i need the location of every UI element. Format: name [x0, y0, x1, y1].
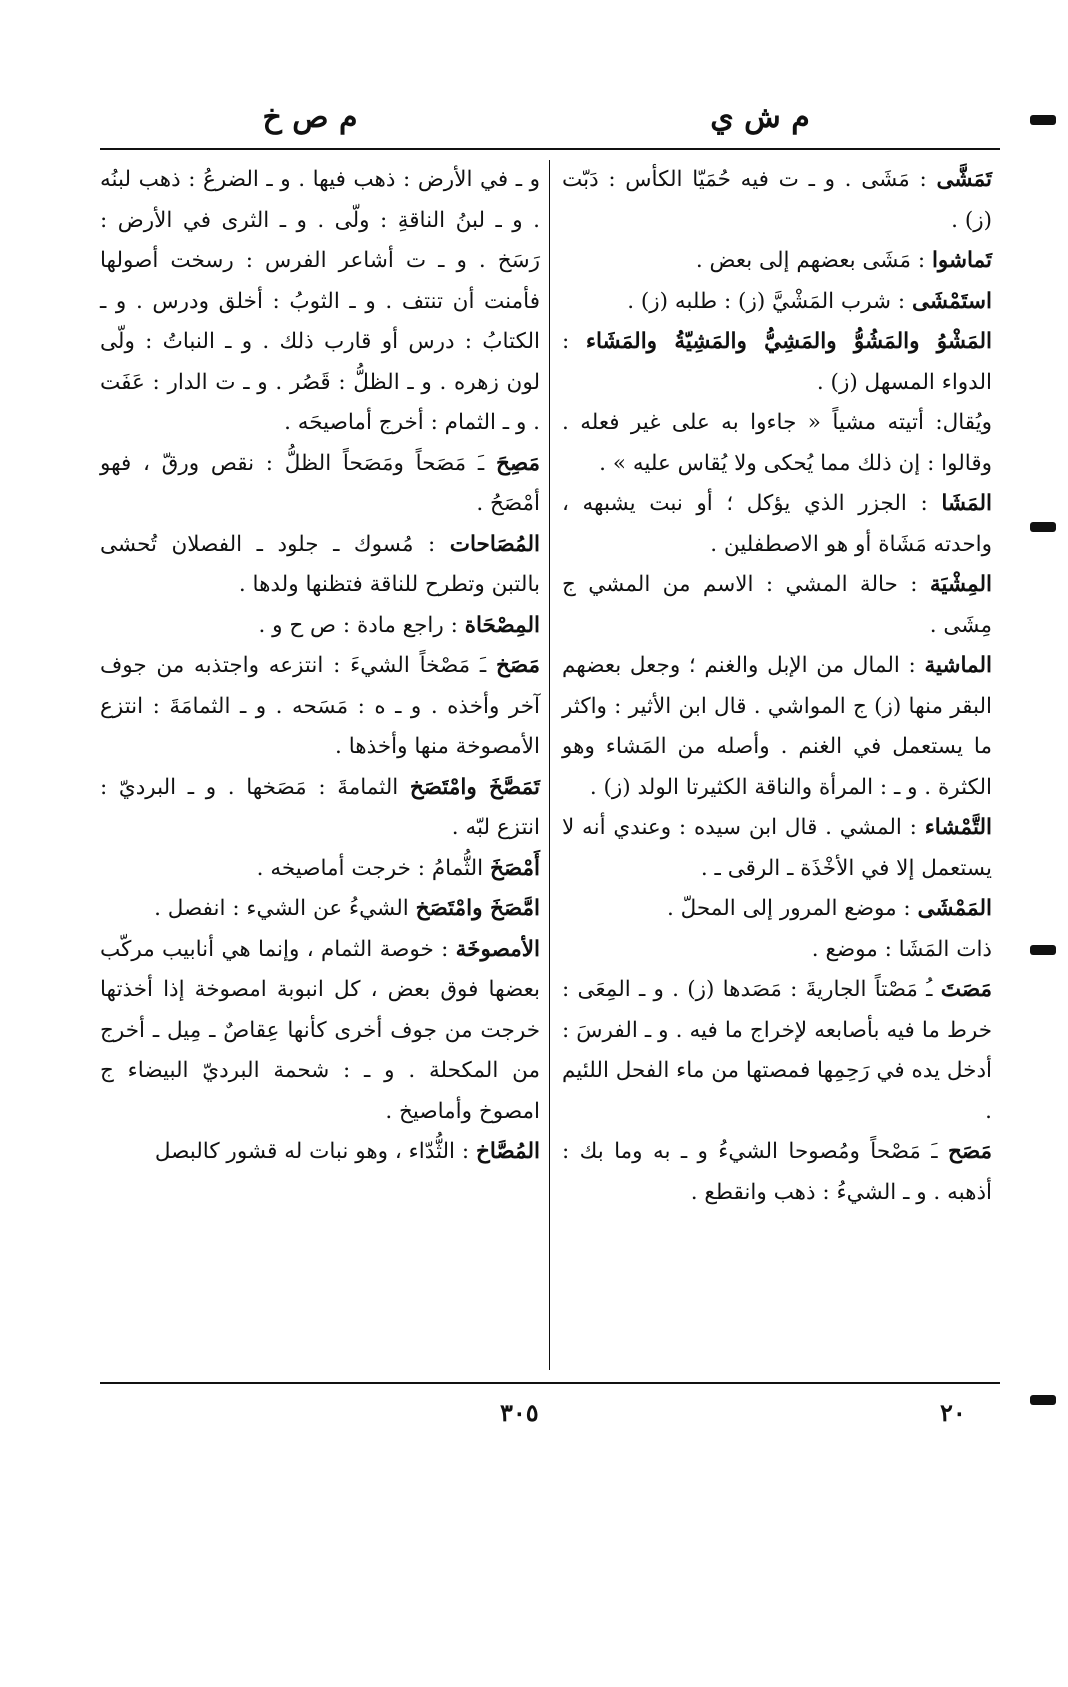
entry-definition: : مَشَى . و ـ ت فيه حُمَيّا الكأس : دَبّت (ز) .: [562, 167, 992, 233]
entry-headword: المُصَاحات: [449, 531, 540, 557]
entry-headword: تَمَصَّخَ وامْتَصَخ: [409, 774, 540, 800]
dictionary-entry: [100, 930, 540, 1133]
dictionary-entry: [562, 403, 992, 484]
dictionary-entry: [562, 930, 992, 971]
entry-definition: : حالة المشي : الاسم من المشي ج مِشَى .: [562, 572, 992, 638]
entry-headword: امَّصَخَ وامْتَصَخ: [415, 896, 540, 921]
left-running-header: م ص خ: [262, 100, 358, 135]
entry-headword: مَصَخ: [495, 653, 540, 678]
entry-definition: الثمامةَ : مَصَخها . و ـ البرديّ : انتزع لبّه .: [100, 774, 540, 840]
dictionary-entry: [562, 889, 992, 930]
margin-mark: [1030, 115, 1056, 125]
column-divider: [549, 160, 550, 1370]
margin-mark: [1030, 522, 1056, 532]
entry-headword: المَشَا: [941, 491, 992, 516]
dictionary-entry: [100, 525, 540, 606]
entry-definition: : الثُّدّاء ، وهو نبات له قشور كالبصل: [154, 1139, 470, 1164]
entry-headword: المِصْحَاة: [464, 612, 540, 638]
entry-headword: التَّمْشاء: [924, 815, 992, 840]
dictionary-entry: [100, 444, 540, 525]
dictionary-entry: [100, 849, 540, 890]
dictionary-entry: [562, 1132, 992, 1213]
dictionary-entry: [562, 160, 992, 241]
entry-headword: المَمْشَى: [917, 896, 992, 921]
entry-headword: أَمْصَخَ: [489, 855, 540, 881]
top-rule: [100, 148, 1000, 150]
dictionary-entry: [562, 808, 992, 889]
right-column: [562, 160, 992, 1213]
dictionary-entry: [562, 970, 992, 1132]
entry-definition: : المال من الإبل والغنم ؛ وجعل بعضهم البقر منها (ز) ج المواشي . قال ابن الأثير : واكثر ما يستعمل في الغنم . وأصله من المَشاء وهو الكثرة . و ـ : المرأة والناقة الكثيرتا الولد (ز) .: [562, 653, 992, 800]
dictionary-entry: [562, 565, 992, 646]
entry-definition: الشيءُ عن الشيء : انفصل .: [154, 896, 409, 921]
entry-definition: ويُقال: أتيته مشياً « جاءوا به على غير فعله . وقالوا : إن ذلك مما يُحكى ولا يُقاس عليه » .: [562, 410, 992, 476]
signature-number: ٢٠: [940, 1398, 966, 1427]
entry-definition: ـَ مَصْحاً ومُصوحا الشيءُ و ـ به وما بك : أذهبه . و ـ الشيءُ : ذهب وانقطع .: [562, 1139, 992, 1205]
entry-headword: مَصَتَ: [940, 977, 992, 1002]
margin-mark: [1030, 945, 1056, 955]
entry-definition: ـَ مَصْخاً الشيءَ : انتزعه واجتذبه من جوف آخر وأخذه . و ـ ه : مَسَحه . و ـ الثمامَةَ : انتزع الأمصوخة منها وأخذها .: [100, 653, 540, 759]
dictionary-entry: [562, 646, 992, 808]
entry-headword: المِشْيَة: [929, 572, 992, 597]
entry-headword: تَماشوا: [931, 248, 992, 273]
bottom-rule: [100, 1382, 1000, 1384]
entry-definition: و ـ في الأرض : ذهب فيها . و ـ الضرعُ : ذهب لبنُه . و ـ لبنُ الناقةِ : ولّى . و ـ الثرى في الأرض : رَسَخ . و ـ ت أشاعر الفرس : رسخت أصولها فأمنت أن تنتف . و ـ الثوبُ : أخلق ودرس . و ـ الكتابُ : درس أو قارب ذلك . و ـ النباتُ : ولّى لون زهره . و ـ الظلُّ : قَصُر . و ـ ت الدار : عَفَت . و ـ الثمام : أخرج أماصيحَه .: [100, 167, 540, 435]
entry-definition: ـَ مَصَحاً ومَصَحاً الظلُّ : نقص ورقّ ، فهو أمْصَحُ .: [100, 450, 540, 516]
entry-definition: : الدواء المسهل (ز) .: [562, 329, 992, 395]
entry-definition: : موضع المرور إلى المحلّ .: [666, 896, 911, 921]
entry-definition: : مُسوك ـ جلود ـ الفصلان تُحشى بالتبن وتطرح للناقة فتظنها ولدها .: [100, 531, 540, 597]
dictionary-entry: [100, 1132, 540, 1173]
entry-headword: مَصِحَ: [495, 450, 540, 476]
right-running-header: م ش ي: [710, 100, 810, 135]
entry-definition: : شرب المَشْيَّ (ز) : طلبه (ز) .: [627, 288, 906, 314]
dictionary-entry: [562, 241, 992, 282]
dictionary-entry: [562, 484, 992, 565]
entry-headword: مَصَح: [947, 1139, 992, 1164]
entry-definition: ذات المَشَا : موضع .: [811, 936, 992, 962]
entry-headword: الأمصوخَة: [455, 936, 540, 962]
dictionary-entry: [100, 889, 540, 930]
entry-definition: الثُّمامُ : خرجت أماصيخه .: [256, 855, 484, 881]
entry-definition: : خوصة الثمام ، وإنما هي أنابيب مركّب بعضها فوق بعض ، كل انبوبة امصوخة إذا أخذتها خرجت من جوف أخرى كأنها عِقاصٌ ـ مِيل ـ أخرج من المكحلة . و ـ : شحمة البرديّ البيضاء ج امصوخ وأماصيخ .: [100, 936, 540, 1124]
entry-headword: المَشْوُ والمَشُوُّ والمَشِيُّ والمَشِيّةُ والمَشَاء: [585, 329, 992, 354]
dictionary-entry: [562, 322, 992, 403]
entry-definition: ـُ مَصْتاً الجاريةَ : مَصَدها (ز) . و ـ المِعَى : خرط ما فيه بأصابعه لإخراج ما فيه . و ـ الفرسَ : أدخل يده في رَحِمِها فمصتها من ماء الفحل اللئيم .: [562, 977, 992, 1124]
entry-definition: : مَشَى بعضهم إلى بعض .: [695, 248, 926, 273]
entry-definition: : المشي . قال ابن سيده : وعندي أنه لا يستعمل إلا في الأخْذَة ـ الرقى ـ .: [562, 815, 992, 881]
dictionary-entry: [100, 646, 540, 768]
dictionary-entry: [100, 160, 540, 444]
dictionary-entry: [100, 606, 540, 647]
entry-headword: استَمْشَى: [911, 288, 992, 314]
dictionary-entry: [562, 282, 992, 323]
left-column: [100, 160, 540, 1173]
page-number: ٣٠٥: [500, 1398, 539, 1427]
entry-headword: الماشية: [924, 653, 992, 678]
entry-definition: : الجزر الذي يؤكل ؛ أو نبت يشبهه ، واحدته مَشَاة أو هو الاصطفلين .: [562, 491, 992, 557]
entry-headword: تَمَشَّى: [936, 167, 992, 192]
margin-mark: [1030, 1395, 1056, 1405]
entry-definition: : راجع مادة : ص ح و .: [258, 612, 458, 638]
dictionary-entry: [100, 768, 540, 849]
entry-headword: المُصَّاخ: [475, 1139, 540, 1164]
